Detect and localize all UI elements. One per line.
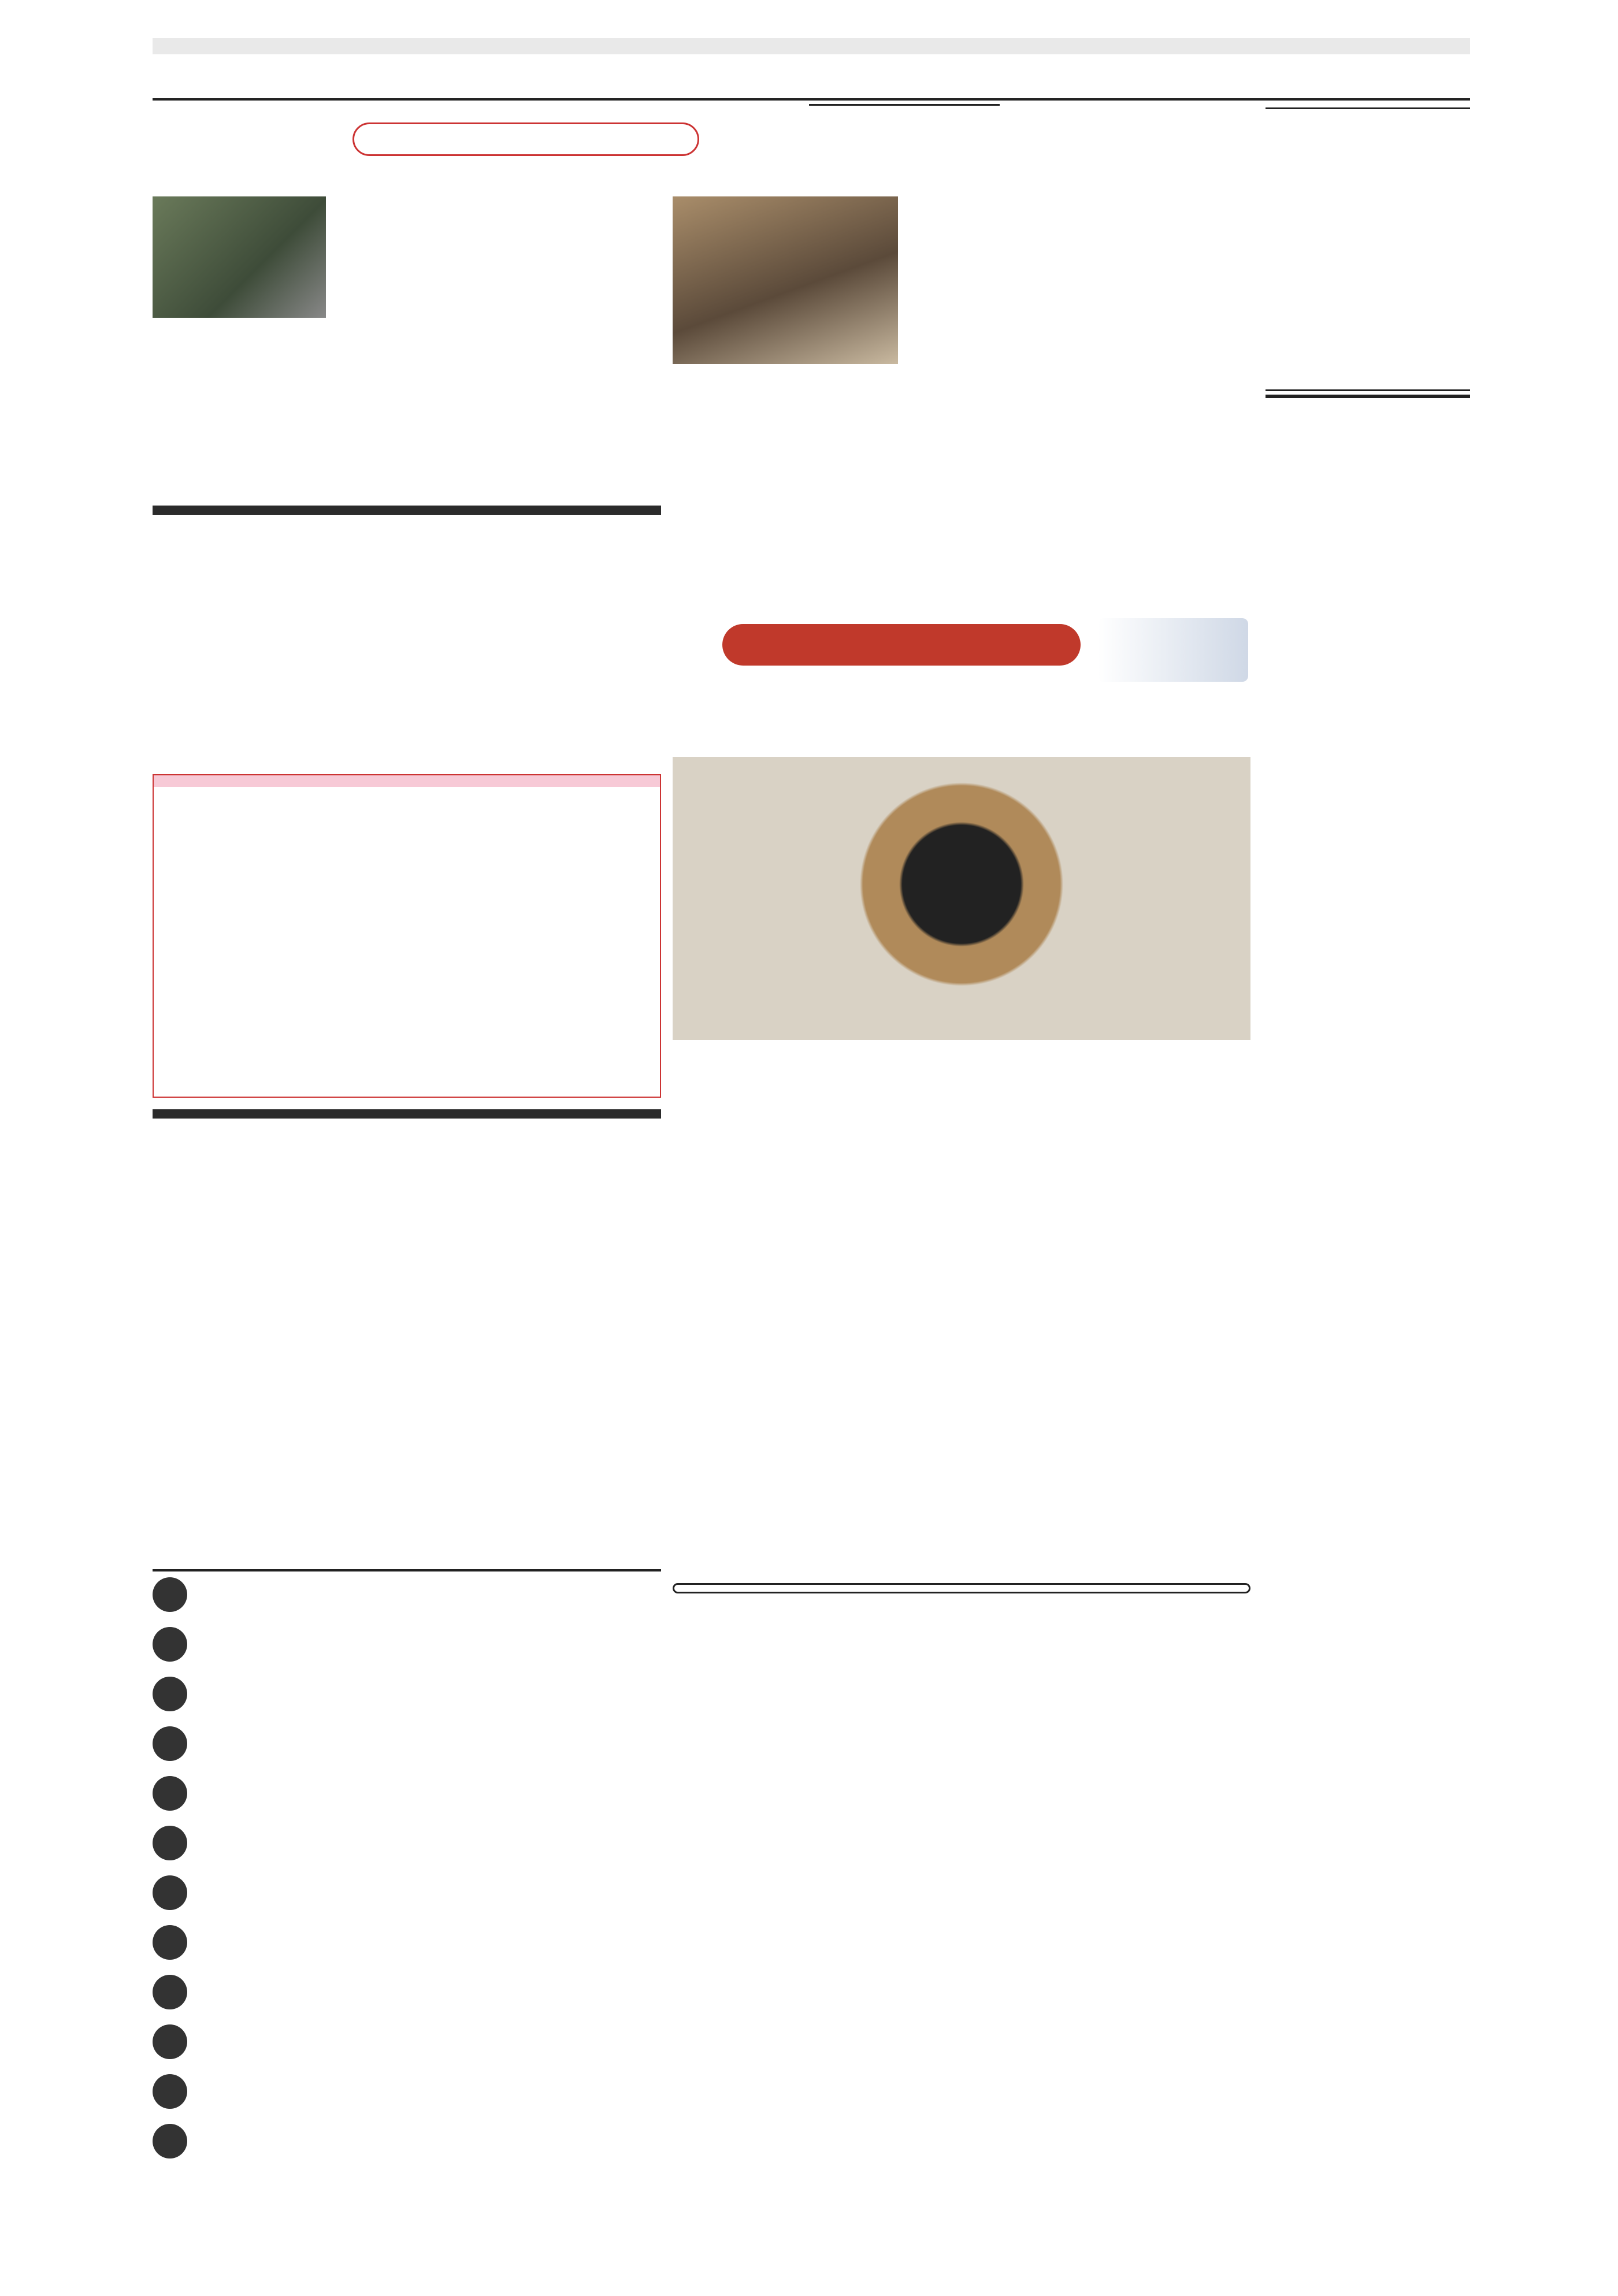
temple-photo <box>673 757 1250 1040</box>
shobhasan-title <box>809 104 1000 106</box>
article-gold-medal <box>153 416 661 497</box>
horoscope-sign <box>153 1726 661 1773</box>
news-brief-banner <box>352 122 699 156</box>
horoscope-sign <box>153 1627 661 1673</box>
horoscope-sign <box>153 2024 661 2071</box>
top-band <box>153 38 1470 54</box>
horoscope-sign <box>153 2124 661 2170</box>
masthead <box>153 60 1470 101</box>
mehsana-title <box>1266 395 1470 398</box>
zodiac-icon <box>153 2024 187 2059</box>
zodiac-icon <box>153 1975 187 2009</box>
mandi-title <box>673 1583 1250 1593</box>
horoscope-list <box>153 1571 661 2170</box>
zodiac-icon <box>153 1776 187 1811</box>
horoscope-box <box>153 1560 661 2224</box>
birthday-box <box>153 506 661 766</box>
temple-body-right <box>965 1052 1250 1571</box>
mandi-section <box>673 1583 1250 2224</box>
horoscope-sign <box>153 1577 661 1623</box>
panchang-titlebar <box>153 1109 661 1119</box>
zodiac-icon <box>153 1875 187 1910</box>
temple-body-left <box>673 1052 956 1571</box>
zodiac-icon <box>153 1677 187 1711</box>
horoscope-sign <box>153 1925 661 1971</box>
photo-valam-cluster <box>673 196 898 364</box>
zodiac-icon <box>153 1925 187 1960</box>
birthday-titlebar <box>153 506 661 515</box>
zodiac-icon <box>153 1627 187 1662</box>
ambaji-title <box>1266 107 1470 109</box>
article-modhera <box>673 491 1256 612</box>
zodiac-icon <box>153 2074 187 2109</box>
mantra-title <box>154 775 660 787</box>
shravan-banner <box>722 624 1081 666</box>
ambaji-body <box>1266 157 1470 382</box>
article-bhanu-college <box>333 196 661 364</box>
photo-bhanu-college <box>153 196 326 318</box>
birthday-body <box>153 515 661 717</box>
panchang-box <box>153 1109 661 1554</box>
panchang-festival <box>153 1119 661 1130</box>
horoscope-sign <box>153 1776 661 1822</box>
article-valam-cluster <box>905 196 1256 445</box>
shiva-illustration <box>1098 618 1248 682</box>
col3-stack <box>1266 386 1470 617</box>
zodiac-icon <box>153 1577 187 1612</box>
horoscope-sign <box>153 1875 661 1922</box>
zodiac-icon <box>153 1826 187 1860</box>
mantra-email <box>154 972 660 979</box>
zodiac-icon <box>153 2124 187 2158</box>
horoscope-sign <box>153 2074 661 2120</box>
horoscope-titlebar <box>153 1560 661 1571</box>
horoscope-sign <box>153 1826 661 1872</box>
horoscope-sign <box>153 1677 661 1723</box>
zodiac-icon <box>153 1726 187 1761</box>
horoscope-sign <box>153 1975 661 2021</box>
mantra-body <box>154 787 660 972</box>
dharoi-title <box>1266 389 1470 391</box>
mantra-box <box>153 774 661 1098</box>
mandi-columns <box>673 1602 1250 2185</box>
